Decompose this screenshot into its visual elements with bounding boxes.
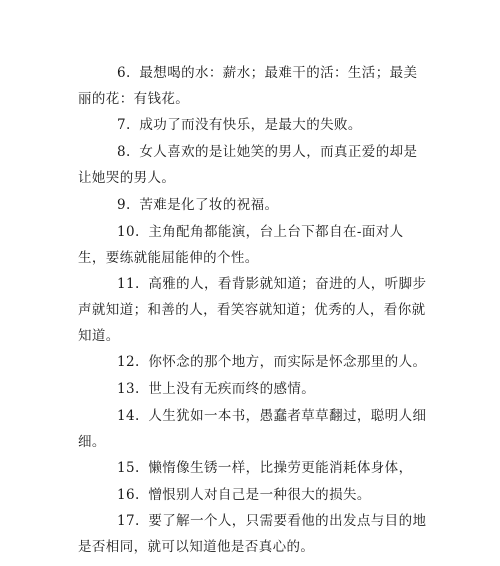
list-item (78, 271, 428, 349)
list-item (78, 112, 428, 138)
item-number: 13. (117, 381, 140, 397)
list-item (78, 139, 428, 191)
item-text: 女人喜欢的是让她笑的男人，而真正爱的却是让她哭的男人。 (78, 144, 418, 186)
item-number: 9. (117, 197, 131, 213)
list-item (78, 192, 428, 218)
item-text: 苦难是化了妆的祝福。 (139, 197, 279, 213)
list-item (78, 349, 428, 375)
item-text: 憎恨别人对自己是一种很大的损失。 (148, 487, 371, 503)
item-text: 高雅的人，看背影就知道；奋进的人，听脚步声就知道；和善的人，看笑容就知道；优秀的人，看你就知道。 (78, 276, 427, 344)
list-item (78, 403, 428, 455)
list-item (78, 455, 428, 481)
item-number: 10. (117, 224, 140, 240)
item-number: 15. (117, 460, 140, 476)
item-number: 12. (117, 354, 140, 370)
item-text: 最想喝的水：薪水；最难干的活：生活；最美丽的花：有钱花。 (78, 65, 418, 107)
item-number: 17. (117, 513, 140, 529)
list-item (78, 60, 428, 112)
item-text: 人生犹如一本书，愚蠢者草草翻过，聪明人细细。 (78, 408, 427, 450)
item-text: 主角配角都能演，台上台下都自在-面对人生，要练就能屈能伸的个性。 (78, 224, 404, 266)
item-text: 懒惰像生锈一样，比操劳更能消耗体身体， (148, 460, 413, 476)
item-number: 14. (117, 408, 140, 424)
list-item (78, 219, 428, 271)
item-text: 世上没有无疾而终的感情。 (148, 381, 316, 397)
item-number: 6. (117, 65, 131, 81)
list-item (78, 376, 428, 402)
item-number: 16. (117, 487, 140, 503)
item-number: 11. (117, 276, 140, 292)
list-item (78, 482, 428, 508)
item-text: 要了解一个人，只需要看他的出发点与目的地是否相同，就可以知道他是否真心的。 (78, 513, 427, 555)
item-number: 7. (117, 117, 131, 133)
list-item (78, 508, 428, 560)
item-text: 成功了而没有快乐，是最大的失败。 (139, 117, 362, 133)
item-number: 8. (117, 144, 131, 160)
item-text: 你怀念的那个地方，而实际是怀念那里的人。 (148, 354, 427, 370)
